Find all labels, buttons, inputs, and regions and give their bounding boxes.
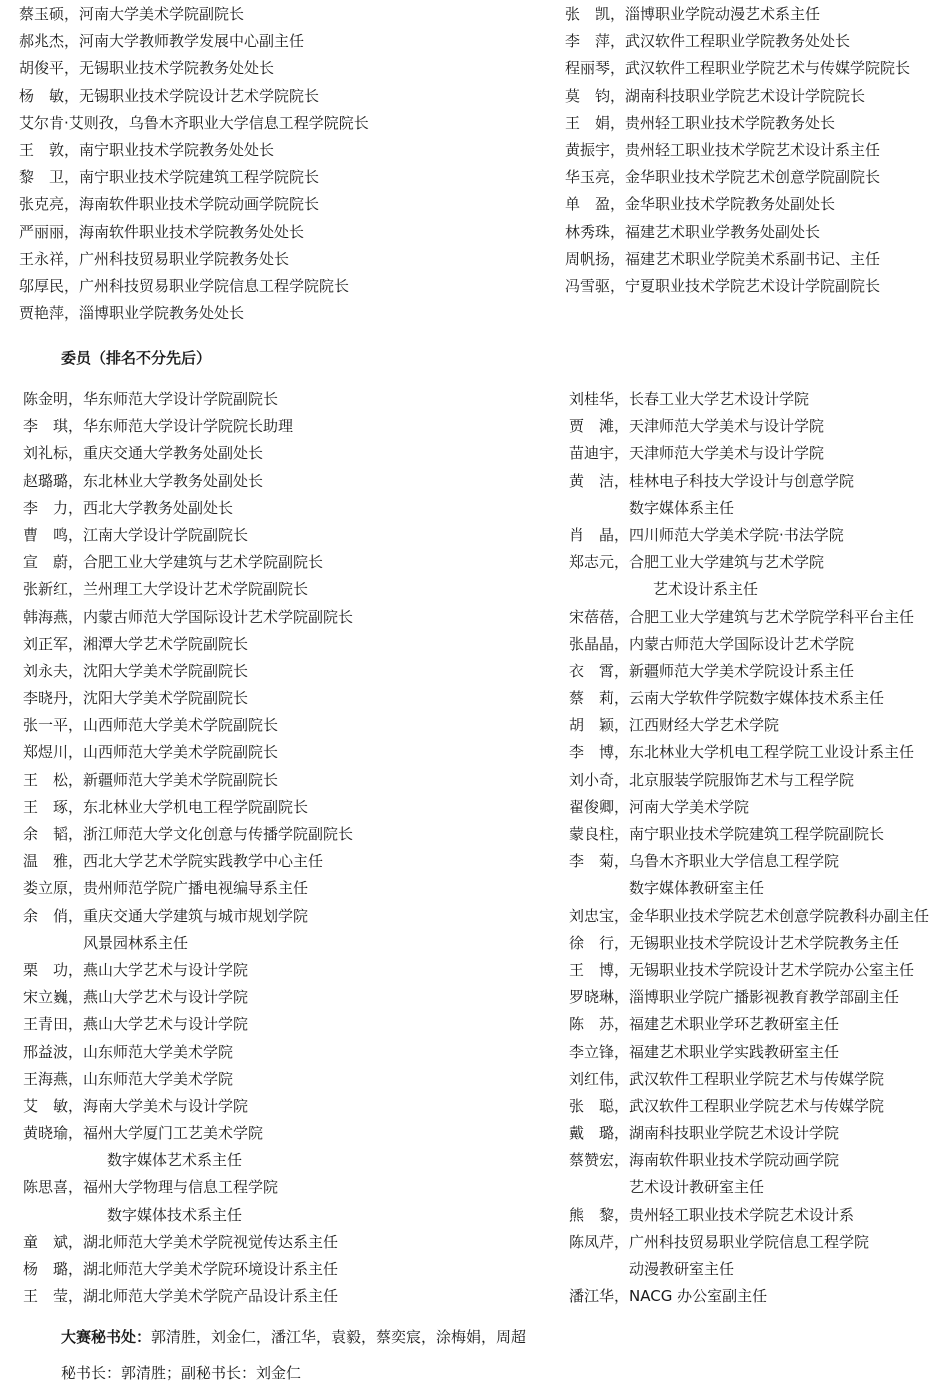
list-item: 陈思喜，福州大学物理与信息工程学院	[23, 1178, 279, 1197]
vice-director-list-left	[19, 1, 369, 327]
list-item: 娄立原，贵州师范学院广播电视编导系主任	[23, 879, 309, 898]
list-item: 严丽丽，海南软件职业技术学院教务处处长	[19, 222, 305, 241]
list-item: 罗晓琳，淄博职业学院广播影视教育教学部副主任	[569, 988, 900, 1007]
list-item: 郝兆杰，河南大学教师教学发展中心副主任	[19, 32, 305, 51]
list-item: 胡 颖，江西财经大学艺术学院	[569, 716, 780, 735]
list-item: 黄振宇，贵州轻工职业技术学院艺术设计系主任	[565, 140, 881, 159]
list-item: 张新红，兰州理工大学设计艺术学院副院长	[23, 580, 309, 599]
list-item: 郑志元，合肥工业大学建筑与艺术学院	[569, 553, 825, 572]
list-item: 刘红伟，武汉软件工程职业学院艺术与传媒学院	[569, 1069, 885, 1088]
list-item: 张克亮，海南软件职业技术学院动画学院院长	[19, 195, 320, 214]
vice-director-list-right	[565, 1, 910, 300]
list-item: 王 娟，贵州轻工职业技术学院教务处长	[565, 113, 836, 132]
list-item: 黄晓瑜，福州大学厦门工艺美术学院	[23, 1124, 264, 1143]
list-item: 刘小奇，北京服装学院服饰艺术与工程学院	[569, 770, 855, 789]
list-item: 张 凯，淄博职业学院动漫艺术系主任	[565, 5, 821, 23]
committee-list-right	[569, 386, 929, 1310]
list-item: 王 敦，南宁职业技术学院教务处处长	[19, 140, 275, 159]
list-item: 程丽琴，武汉软件工程职业学院艺术与传媒学院院长	[565, 59, 911, 78]
list-item-continuation: 风景园林系主任	[83, 933, 189, 952]
list-item: 赵璐璐，东北林业大学教务处副处长	[23, 471, 264, 490]
list-item: 张一平，山西师范大学美术学院副院长	[23, 716, 279, 735]
secretary-general-line: 秘书长：郭清胜；副秘书长：刘金仁	[61, 1364, 302, 1382]
list-item: 宋蓓蓓，合肥工业大学建筑与艺术学院学科平台主任	[569, 607, 915, 626]
list-item: 王 莹，湖北师范大学美术学院产品设计系主任	[23, 1287, 339, 1306]
list-item: 李晓丹，沈阳大学美术学院副院长	[23, 689, 249, 708]
secretariat-members: 郭清胜，刘金仁，潘江华，袁毅，蔡奕宸，涂梅娟，周超	[151, 1328, 527, 1346]
list-item: 莫 钧，湖南科技职业学院艺术设计学院院长	[565, 86, 866, 105]
list-item: 韩海燕，内蒙古师范大学国际设计艺术学院副院长	[23, 607, 354, 626]
list-item-continuation: 数字媒体技术系主任	[107, 1205, 243, 1224]
list-item: 李立锋，福建艺术职业学实践教研室主任	[569, 1042, 840, 1061]
list-item: 衣 霄，新疆师范大学美术学院设计系主任	[569, 661, 855, 680]
list-item: 陈凤芹，广州科技贸易职业学院信息工程学院	[569, 1232, 870, 1251]
secretariat-label: 大赛秘书处：	[61, 1328, 152, 1346]
list-item: 林秀珠，福建艺术职业学教务处副处长	[565, 222, 821, 241]
list-item: 李 力，西北大学教务处副处长	[23, 498, 234, 517]
list-item: 苗迪宇，天津师范大学美术与设计学院	[569, 444, 825, 463]
list-item-continuation: 数字媒体艺术系主任	[107, 1151, 243, 1170]
list-item: 刘礼标，重庆交通大学教务处副处长	[23, 444, 264, 463]
list-item: 杨 敏，无锡职业技术学院设计艺术学院院长	[19, 86, 320, 105]
list-item-continuation: 动漫教研室主任	[629, 1260, 735, 1278]
list-item: 张 聪，武汉软件工程职业学院艺术与传媒学院	[569, 1096, 885, 1115]
list-item: 陈金明，华东师范大学设计学院副院长	[23, 390, 279, 408]
list-item: 曹 鸣，江南大学设计学院副院长	[23, 525, 249, 544]
list-item: 王永祥，广州科技贸易职业学院教务处长	[19, 249, 290, 268]
list-item: 王青田，燕山大学艺术与设计学院	[23, 1015, 249, 1034]
list-item: 李 菊，乌鲁木齐职业大学信息工程学院	[569, 852, 840, 871]
list-item: 艾尔肯·艾则孜，乌鲁木齐职业大学信息工程学院院长	[19, 113, 369, 132]
list-item: 翟俊卿，河南大学美术学院	[569, 797, 750, 816]
list-item: 胡俊平，无锡职业技术学院教务处处长	[19, 59, 275, 78]
list-item: 余 韬，浙江师范大学文化创意与传播学院副院长	[23, 825, 354, 843]
list-item: 贾 滩，天津师范大学美术与设计学院	[569, 417, 825, 436]
list-item: 徐 行，无锡职业技术学院设计艺术学院教务主任	[569, 933, 900, 952]
list-item: 肖 晶，四川师范大学美术学院·书法学院	[569, 525, 844, 544]
list-item-continuation: 艺术设计教研室主任	[629, 1178, 765, 1197]
list-item: 温 雅，西北大学艺术学院实践教学中心主任	[23, 852, 324, 871]
list-item: 李 博，东北林业大学机电工程学院工业设计系主任	[569, 743, 915, 762]
list-item: 陈 苏，福建艺术职业学环艺教研室主任	[569, 1015, 840, 1034]
list-item: 熊 黎，贵州轻工职业技术学院艺术设计系	[569, 1205, 855, 1224]
list-item: 蔡玉硕，河南大学美术学院副院长	[19, 5, 245, 23]
list-item: 刘桂华，长春工业大学艺术设计学院	[569, 390, 810, 408]
list-item: 王海燕，山东师范大学美术学院	[23, 1069, 234, 1088]
list-item: 蔡赞宏，海南软件职业技术学院动画学院	[569, 1151, 840, 1170]
list-item: 王 博，无锡职业技术学院设计艺术学院办公室主任	[569, 960, 915, 979]
list-item: 邬厚民，广州科技贸易职业学院信息工程学院院长	[19, 276, 350, 295]
list-item: 余 俏，重庆交通大学建筑与城市规划学院	[23, 906, 309, 925]
list-item: 单 盈，金华职业技术学院教务处副处长	[565, 195, 836, 214]
list-item: 李 琪，华东师范大学设计学院院长助理	[23, 417, 294, 436]
list-item-continuation: 数字媒体教研室主任	[629, 879, 765, 898]
list-item: 黄 洁，桂林电子科技大学设计与创意学院	[569, 471, 855, 490]
secretariat-line	[61, 1326, 526, 1348]
list-item: 童 斌，湖北师范大学美术学院视觉传达系主任	[23, 1232, 339, 1251]
committee-list-left	[23, 386, 353, 1310]
list-item: 刘忠宝，金华职业技术学院艺术创意学院教科办副主任	[569, 906, 930, 925]
list-item: 王 琢，东北林业大学机电工程学院副院长	[23, 797, 309, 816]
list-item: 刘永夫，沈阳大学美术学院副院长	[23, 661, 249, 680]
list-item: 邢益波，山东师范大学美术学院	[23, 1042, 234, 1061]
list-item: 刘正军，湘潭大学艺术学院副院长	[23, 634, 249, 653]
list-item: 蒙良柱，南宁职业技术学院建筑工程学院副院长	[569, 825, 885, 843]
list-item: 李 萍，武汉软件工程职业学院教务处处长	[565, 32, 851, 51]
list-item: 艾 敏，海南大学美术与设计学院	[23, 1096, 249, 1115]
list-item: 周帆扬，福建艺术职业学院美术系副书记、主任	[565, 249, 881, 268]
list-item: 贾艳萍，淄博职业学院教务处处长	[19, 304, 245, 323]
list-item: 黎 卫，南宁职业技术学院建筑工程学院院长	[19, 168, 320, 187]
list-item: 宋立巍，燕山大学艺术与设计学院	[23, 988, 249, 1007]
list-item: 郑煜川，山西师范大学美术学院副院长	[23, 743, 279, 762]
list-item: 潘江华，NACG 办公室副主任	[569, 1287, 768, 1306]
list-item: 宣 蔚，合肥工业大学建筑与艺术学院副院长	[23, 553, 324, 572]
list-item: 王 松，新疆师范大学美术学院副院长	[23, 770, 279, 789]
list-item-continuation: 艺术设计系主任	[653, 580, 759, 599]
list-item: 张晶晶，内蒙古师范大学国际设计艺术学院	[569, 634, 855, 653]
list-item: 戴 璐，湖南科技职业学院艺术设计学院	[569, 1124, 840, 1143]
list-item-continuation: 数字媒体系主任	[629, 498, 735, 517]
committee-heading: 委员（排名不分先后）	[61, 349, 212, 367]
list-item: 栗 功，燕山大学艺术与设计学院	[23, 960, 249, 979]
list-item: 蔡 莉，云南大学软件学院数字媒体技术系主任	[569, 689, 885, 708]
list-item: 杨 璐，湖北师范大学美术学院环境设计系主任	[23, 1260, 339, 1278]
list-item: 冯雪驱，宁夏职业技术学院艺术设计学院副院长	[565, 276, 881, 295]
list-item: 华玉亮，金华职业技术学院艺术创意学院副院长	[565, 168, 881, 187]
